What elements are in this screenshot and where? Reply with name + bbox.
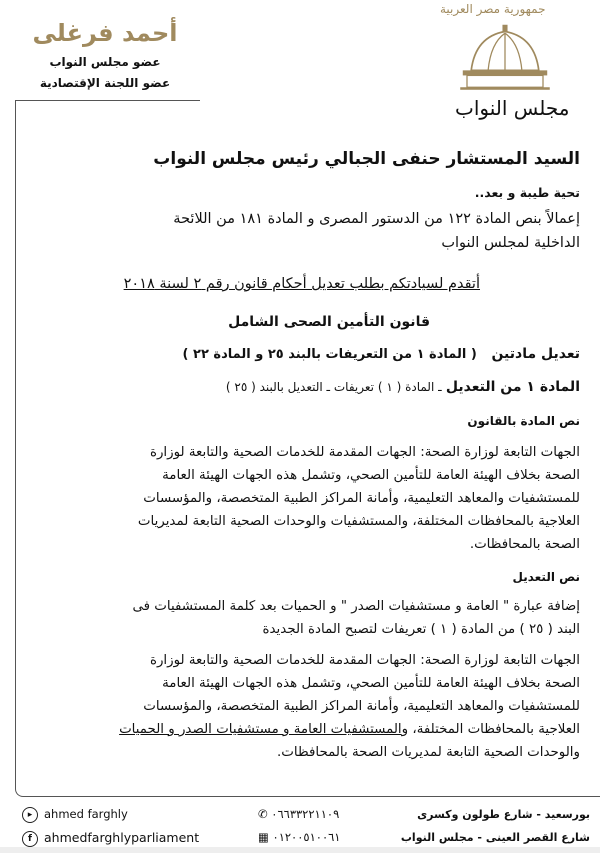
new-text-line: والوحدات الصحية التابعة لمديريات الصحة بالمحافظات.	[277, 745, 580, 760]
request-line: أتقدم لسيادتكم بطلب تعديل أحكام قانون رقم ٢ لسنة ٢٠١٨	[123, 276, 480, 292]
member-title-2: عضو اللجنة الإقتصادية	[39, 76, 171, 90]
intro-line: الداخلية لمجلس النواب	[441, 235, 580, 251]
new-text-line: الجهات التابعة لوزارة الصحة: الجهات المقدمة للخدمات الصحية والتابعة لوزارة	[149, 653, 580, 668]
phone	[258, 806, 339, 823]
member-name: أحمد فرغلى	[32, 19, 178, 47]
youtube-handle: ahmed farghly	[44, 807, 128, 821]
mobile-number: ٠١٢٠٠٥١٠٠٦١	[272, 830, 341, 844]
parliament-logo	[430, 18, 580, 94]
youtube-link[interactable]	[22, 806, 128, 823]
facebook-icon: f	[22, 831, 38, 847]
mobile	[258, 829, 340, 846]
new-text-line	[119, 721, 580, 739]
article-detail: ـ المادة ( ١ ) تعريفات ـ التعديل بالبند ( ٢٥ )	[225, 380, 442, 394]
parliament-dome-icon	[430, 18, 580, 94]
law-text-line: للمستشفيات والمعاهد التعليمية، وأمانة المراكز الطبية المتخصصة، والمؤسسات	[143, 491, 580, 506]
new-text-underlined: المستشفيات العامة و مستشفيات الصدر و الحميات	[119, 722, 402, 737]
address-1: بورسعيد - شارع طولون وكسرى	[417, 808, 590, 821]
amend-text-line: إضافة عبارة " العامة و مستشفيات الصدر " و الحميات بعد كلمة المستشفيات فى	[132, 599, 580, 614]
article-line	[226, 378, 580, 397]
address-2: شارع القصر العينى - مجلس النواب	[400, 831, 590, 844]
law-text-line: الجهات التابعة لوزارة الصحة: الجهات المقدمة للخدمات الصحية والتابعة لوزارة	[149, 445, 580, 460]
law-text-line: الصحة بالمحافظات.	[469, 537, 580, 552]
intro-line: إعمالاً بنص المادة ١٢٢ من الدستور المصرى و المادة ١٨١ من اللائحة	[173, 211, 580, 227]
facebook-handle: ahmedfarghlyparliament	[44, 830, 200, 845]
law-text-line: العلاجية بالمحافظات المختلفة، والمستشفيات والوحدات الصحية التابعة لمديريات	[137, 514, 580, 529]
facebook-link[interactable]	[22, 829, 199, 846]
amend-label: تعديل مادتين	[491, 346, 580, 362]
law-text-line: الصحة بخلاف الهيئة العامة للتأمين الصحي، وتشمل هذه الجهات الهيئة العامة	[162, 468, 580, 483]
logo-arc-text: جمهورية مصر العربية	[440, 2, 546, 16]
law-text-heading: نص المادة بالقانون	[467, 414, 580, 428]
logo-caption: مجلس النواب	[455, 96, 570, 120]
amend-detail: ( المادة ١ من التعريفات بالبند ٢٥ و المادة ٢٢ )	[182, 347, 477, 362]
member-title-1: عضو مجلس النواب	[49, 55, 161, 69]
amend-text-heading: نص التعديل	[512, 570, 580, 584]
new-text-line: للمستشفيات والمعاهد التعليمية، وأمانة المراكز الطبية المتخصصة، والمؤسسات	[143, 699, 580, 714]
mobile-icon: ▦	[258, 830, 269, 844]
amend-text-line: البند ( ٢٥ ) من المادة ( ١ ) تعريفات لتصبح المادة الجديدة	[262, 622, 580, 637]
new-text-plain: العلاجية بالمحافظات المختلفة، و	[401, 722, 580, 737]
play-icon: ▸	[22, 807, 38, 823]
law-title: قانون التأمين الصحى الشامل	[228, 314, 430, 330]
bottom-strip	[0, 847, 600, 853]
new-text-line: الصحة بخلاف الهيئة العامة للتأمين الصحي، وتشمل هذه الجهات الهيئة العامة	[162, 676, 580, 691]
phone-number: ٠٦٦٣٣٢٢١١٠٩	[271, 807, 340, 821]
greeting: تحية طيبة و بعد..	[474, 185, 580, 200]
phone-icon: ✆	[258, 807, 268, 821]
addressee: السيد المستشار حنفى الجبالي رئيس مجلس النواب	[153, 149, 580, 169]
amend-line	[183, 345, 580, 364]
article-label: المادة ١ من التعديل	[445, 379, 580, 395]
